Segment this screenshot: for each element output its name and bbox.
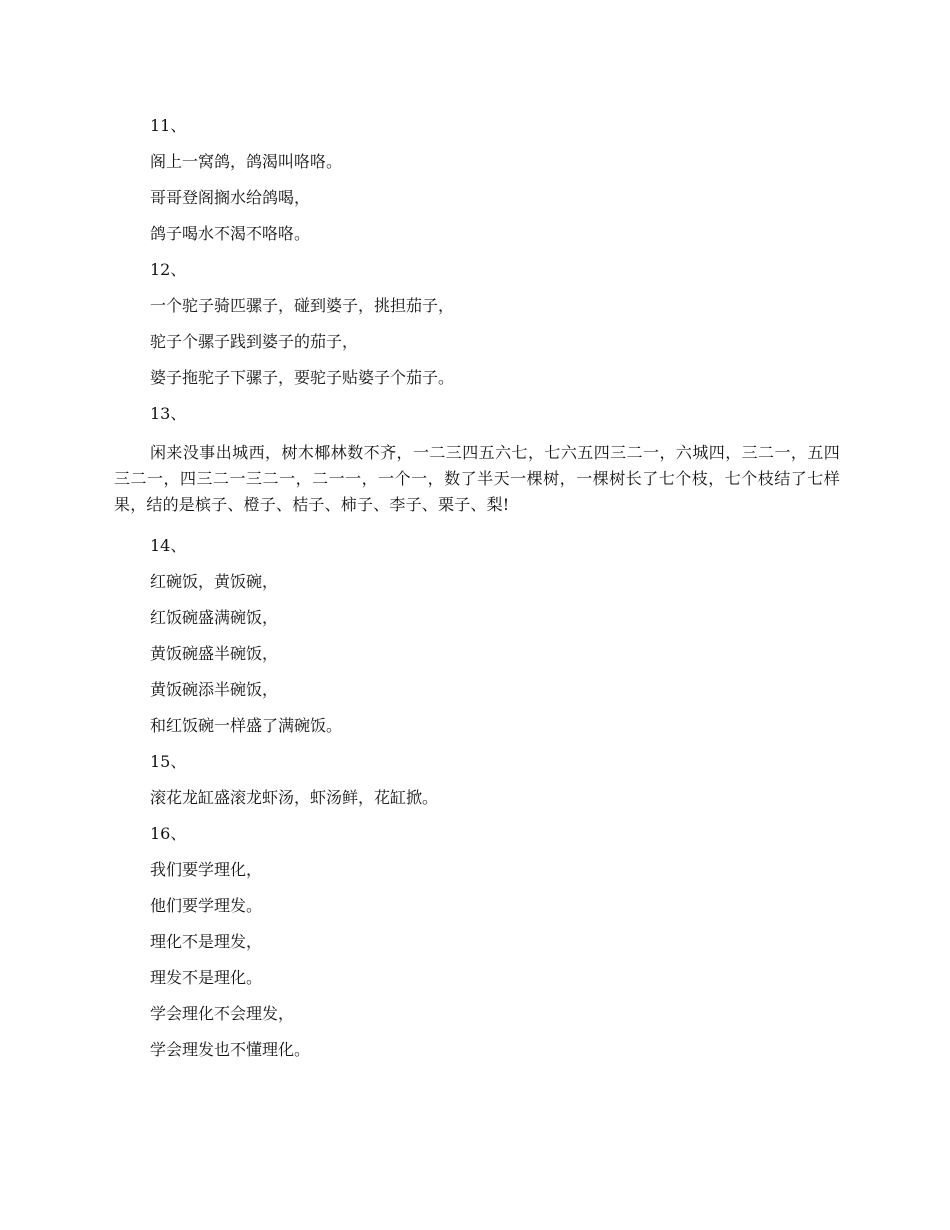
- text-line: 理发不是理化。: [150, 968, 263, 987]
- text-line: 驼子个骡子践到婆子的茄子，: [150, 332, 359, 351]
- section-number: 12、: [150, 260, 187, 279]
- text-line: 阁上一窝鸽，鸽渴叫咯咯。: [150, 152, 343, 171]
- text-line: 婆子拖驼子下骡子，要驼子贴婆子个茄子。: [150, 368, 455, 387]
- section-number: 16、: [150, 824, 187, 843]
- text-line: 和红饭碗一样盛了满碗饭。: [150, 716, 343, 735]
- document-body: [114, 108, 840, 1068]
- text-line: 红饭碗盛满碗饭，: [150, 608, 279, 627]
- text-line: 鸽子喝水不渴不咯咯。: [150, 224, 311, 243]
- section-number: 11、: [150, 116, 187, 135]
- text-line: 黄饭碗添半碗饭，: [150, 680, 279, 699]
- section-number: 13、: [150, 404, 187, 423]
- text-line: 学会理化不会理发，: [150, 1004, 295, 1023]
- paragraph: 闲来没事出城西，树木椰林数不齐，一二三四五六七，七六五四三二一，六城四，三二一，五四三二一，四三二一三二一，二一一，一个一，数了半天一棵树，一棵树长了七个枝，七个枝结了七样果，结的是槟子、橙子、桔子、柿子、李子、栗子、梨!: [114, 443, 840, 514]
- section-number: 15、: [150, 752, 187, 771]
- text-line: 理化不是理发，: [150, 932, 263, 951]
- section-number: 14、: [150, 536, 187, 555]
- text-line: 哥哥登阁搁水给鸽喝，: [150, 188, 311, 207]
- text-line: 一个驼子骑匹骡子，碰到婆子，挑担茄子，: [150, 296, 455, 315]
- text-line: 学会理发也不懂理化。: [150, 1040, 311, 1059]
- text-line: 滚花龙缸盛滚龙虾汤，虾汤鲜，花缸掀。: [150, 788, 439, 807]
- text-line: 红碗饭，黄饭碗，: [150, 572, 279, 591]
- text-line: 我们要学理化，: [150, 860, 263, 879]
- text-line: 黄饭碗盛半碗饭，: [150, 644, 279, 663]
- text-line: 他们要学理发。: [150, 896, 263, 915]
